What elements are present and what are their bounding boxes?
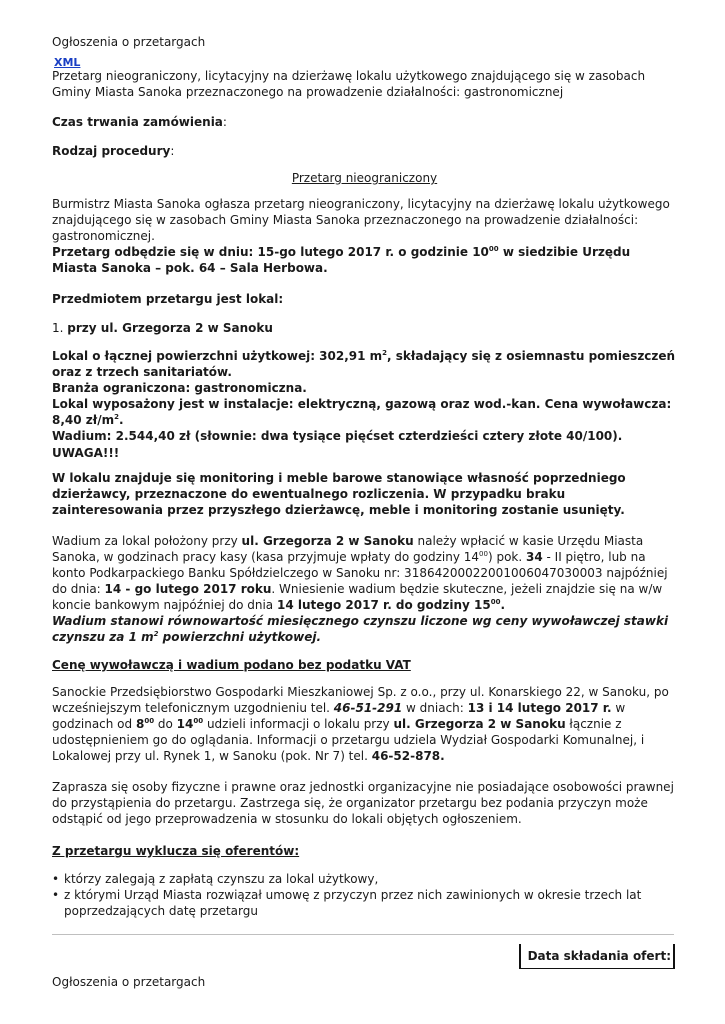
- payment-sup-2: 00: [490, 598, 501, 606]
- payment-text-4: - II piętro, lub na konto Podkarpackiego Banku Spółdzielczego w Sanoku nr: 31864200022001006047030003 najpóźniej do dnia:: [52, 550, 668, 596]
- installations-line: [52, 396, 677, 428]
- payment-sup-1: 00: [479, 550, 488, 558]
- contact-text-3: w godzinach od: [52, 701, 626, 731]
- tender-place-text: w siedzibie Urzędu Miasta Sanoka – pok. 64 – Sala Herbowa.: [52, 245, 631, 275]
- intro-paragraph: Burmistrz Miasta Sanoka ogłasza przetarg nieograniczony, licytacyjny na dzierżawę lokalu użytkowego znajdującego się w zasobach Gminy Miasta Sanoka przeznaczonego na prowadzenie działalności: gastronomicznej.: [52, 197, 670, 243]
- contact-text-1: Sanockie Przedsiębiorstwo Gospodarki Mieszkaniowej Sp. z o.o., przy ul. Konarskiego 22, w Sanoku, po wcześniejszym telefonicznym uzgodnieniu tel.: [52, 685, 669, 715]
- payment-text-1: Wadium za lokal położony przy: [52, 534, 242, 548]
- wadium-note-sup: 2: [153, 630, 159, 638]
- footer-divider: [52, 934, 674, 935]
- contact-phone-1: 46-51-291: [333, 701, 403, 715]
- area-line: [52, 348, 677, 380]
- contact-from: 8: [135, 717, 145, 731]
- contact-sup-2: 00: [193, 717, 204, 725]
- payment-text-3: ) pok.: [487, 550, 526, 564]
- payment-deadline: 14 lutego 2017 r. do godziny 15: [276, 598, 491, 612]
- warning-text: W lokalu znajduje się monitoring i meble barowe stanowiące własność poprzedniego dzierżawcy, przeznaczone do ewentualnego rozliczenia. W przypadku braku zainteresowania przez przyszłego dzierżawcę, meble i monitoring zostanie usunięty.: [52, 471, 626, 517]
- duration-row: Czas trwania zamówienia:: [52, 115, 227, 129]
- tender-date-sup: 00: [488, 245, 499, 253]
- installations-sup: 2: [114, 413, 119, 421]
- item-row: [52, 320, 273, 336]
- contact-address: ul. Grzegorza 2 w Sanoku: [393, 717, 566, 731]
- procedure-row: Rodzaj procedury:: [52, 144, 175, 158]
- contact-paragraph: [52, 684, 677, 764]
- contact-phone-2: 46-52-878.: [371, 749, 445, 763]
- wadium-note-end: powierzchni użytkowej.: [158, 630, 322, 644]
- warning-title: UWAGA!!!: [52, 446, 120, 460]
- area-rest: , składający się z osiemnastu pomieszczeń oraz z trzech sanitariatów.: [52, 349, 676, 379]
- exclusion-item: • którzy zalegają z zapłatą czynszu za lokal użytkowy,: [52, 871, 677, 887]
- tender-date-text: Przetarg odbędzie się w dniu: 15-go lutego 2017 r. o godzinie 10: [52, 245, 489, 259]
- area-sup: 2: [382, 349, 388, 357]
- duration-label: Czas trwania zamówienia: [52, 115, 223, 129]
- procedure-label: Rodzaj procedury: [52, 144, 171, 158]
- contact-text-5: udzieli informacji o lokalu przy: [203, 717, 394, 731]
- installations-text: Lokal wyposażony jest w instalacje: elektryczną, gazową oraz wod.-kan. Cena wywoławcza: 8,40 zł/m: [52, 397, 672, 427]
- page-footer-title: Ogłoszenia o przetargach: [52, 975, 206, 989]
- contact-text-4: do: [154, 717, 177, 731]
- item-address: przy ul. Grzegorza 2 w Sanoku: [67, 321, 273, 335]
- contact-to: 14: [176, 717, 194, 731]
- item-number: 1.: [52, 321, 64, 335]
- subject-heading: Przedmiotem przetargu jest lokal:: [52, 292, 284, 306]
- payment-address: ul. Grzegorza 2 w Sanoku: [241, 534, 414, 548]
- wadium-note: [52, 614, 668, 644]
- contact-text-6: łącznie z udostępnieniem go do oglądania. Informacji o przetargu udziela Wydział Gospodarki Komunalnej, i Lokalowej przy ul. Rynek 1, w Sanoku (pok. Nr 7) tel.: [52, 717, 645, 763]
- page-header-title: Ogłoszenia o przetargach: [52, 35, 206, 49]
- installations-end: .: [118, 413, 124, 427]
- contact-text-2: w dniach:: [402, 701, 468, 715]
- branch-line: Branża ograniczona: gastronomiczna.: [52, 381, 307, 395]
- payment-date: 14 - go lutego 2017 roku: [104, 582, 272, 596]
- wadium-note-text: Wadium stanowi równowartość miesięcznego czynszu liczone wg ceny wywoławczej stawki czynszu za 1 m: [52, 614, 669, 644]
- contact-sup-1: 00: [144, 717, 155, 725]
- exclusion-title: Z przetargu wyklucza się oferentów:: [52, 844, 300, 858]
- invitation-paragraph: Zaprasza się osoby fizyczne i prawne oraz jednostki organizacyjne nie posiadające osobowości prawnej do przystąpienia do przetargu. Zastrzega się, że organizator przetargu bez podania przyczyn może odstąpić od jego przeprowadzenia w stosunku do lokali objętych ogłoszeniem.: [52, 780, 674, 826]
- contact-days: 13 i 14 lutego 2017 r.: [467, 701, 612, 715]
- premises-details: [52, 348, 677, 444]
- payment-deadline-end: .: [500, 598, 506, 612]
- xml-link[interactable]: XML: [54, 56, 81, 69]
- area-text: Lokal o łącznej powierzchni użytkowej: 302,91 m: [52, 349, 383, 363]
- tender-date-paragraph: [52, 244, 677, 276]
- payment-text-5: . Wniesienie wadium będzie skuteczne, jeżeli znajdzie się na w/w koncie bankowym najpóźniej do dnia: [52, 582, 663, 612]
- tender-heading: Przetarg nieograniczony: [291, 171, 438, 185]
- tender-subject: Przetarg nieograniczony, licytacyjny na dzierżawę lokalu użytkowego znajdującego się w zasobach Gminy Miasta Sanoka przeznaczonego na prowadzenie działalności: gastronomicznej: [52, 69, 646, 99]
- exclusion-item: • z którymi Urząd Miasta rozwiązał umowę z przyczyn przez nich zawinionych w okresie trzech lat poprzedzających datę przetargu: [52, 887, 677, 919]
- deposit-line: Wadium: 2.544,40 zł (słownie: dwa tysiące pięćset czterdzieści cztery złote 40/100).: [52, 429, 623, 443]
- payment-paragraph: [52, 533, 677, 645]
- exclusion-list: [52, 871, 677, 919]
- vat-note: Cenę wywoławczą i wadium podano bez podatku VAT: [52, 658, 411, 672]
- payment-text-2: należy wpłacić w kasie Urzędu Miasta Sanoka, w godzinach pracy kasy (kasa przyjmuje wpłaty do godziny 14: [52, 534, 644, 564]
- payment-room: 34: [526, 550, 543, 564]
- offer-date-field: Data składania ofert:: [519, 944, 675, 969]
